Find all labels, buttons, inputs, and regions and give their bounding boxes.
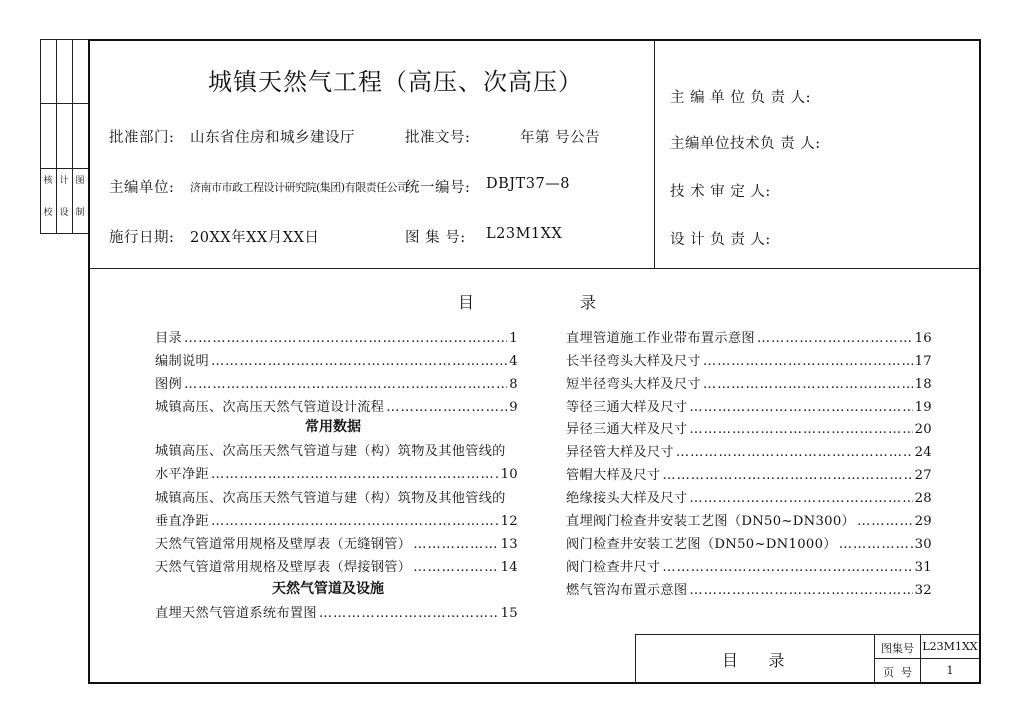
toc-item[interactable]: 目录 …………………………………………………………………………………………………………………… 1 [155, 327, 518, 346]
strip-col1-bottom: 校 [43, 208, 53, 218]
toc-item-multiline[interactable]: 城镇高压、次高压天然气管道与建（构）筑物及其他管线的 [155, 491, 506, 506]
toc-item[interactable]: 绝缘接头大样及尺寸 …………………………………………………………………………………………………………………… 28 [566, 487, 932, 506]
chief-editor-responsible: 主 编 单 位 负 责 人: [670, 90, 812, 106]
toc-item[interactable]: 阀门检查井尺寸 …………………………………………………………………………………………………………………… 31 [566, 556, 932, 575]
toc-item[interactable]: 长半径弯头大样及尺寸 …………………………………………………………………………………………………………………… 17 [566, 350, 932, 369]
toc-item[interactable]: 垂直净距 …………………………………………………………………………………………………………………… 12 [155, 510, 518, 529]
page-title: 城镇天然气工程（高压、次高压） [208, 68, 583, 96]
toc-item[interactable]: 天然气管道常用规格及壁厚表（焊接钢管） …………………………………………………………………………………………………………………… 14 [155, 556, 518, 575]
strip-col3-bottom: 制 [75, 208, 85, 218]
atlas-no-value: L23M1XX [486, 226, 563, 242]
toc-item[interactable]: 等径三通大样及尺寸 …………………………………………………………………………………………………………………… 19 [566, 396, 932, 415]
toc-item[interactable]: 直埋天然气管道系统布置图 …………………………………………………………………………………………………………………… 15 [155, 602, 518, 621]
toc-item[interactable]: 阀门检查井安装工艺图（DN50~DN1000） …………………………………………………………………………………………………………………… 30 [566, 533, 932, 552]
chief-editor-technical: 主编单位技术负 责 人: [670, 136, 821, 152]
technical-approver: 技 术 审 定 人: [670, 184, 771, 200]
title-block-name: 目 录 [722, 651, 785, 670]
atlas-no-label: 图 集 号: [405, 230, 466, 246]
strip-col3-top: 图 [75, 176, 85, 186]
title-block-atlas-label: 图集号 [881, 642, 914, 655]
toc-item[interactable]: 管帽大样及尺寸 …………………………………………………………………………………………………………………… 27 [566, 464, 932, 483]
toc-item[interactable]: 短半径弯头大样及尺寸 …………………………………………………………………………………………………………………… 18 [566, 373, 932, 392]
editor-label: 主编单位: [109, 180, 175, 196]
title-block-page-label: 页 号 [883, 666, 912, 679]
toc-item[interactable]: 直埋阀门检查井安装工艺图（DN50~DN300） …………………………………………………………………………………………………………………… 29 [566, 510, 932, 529]
toc-item[interactable]: 城镇高压、次高压天然气管道设计流程 …………………………………………………………………………………………………………………… 9 [155, 396, 518, 415]
header-divider [89, 268, 979, 269]
section-heading-common: 常用数据 [305, 419, 361, 435]
effective-date-value: 20XX年XX月XX日 [190, 230, 320, 246]
toc-title-right: 录 [580, 293, 597, 312]
approval-dept-value: 山东省住房和城乡建设厅 [190, 130, 355, 146]
frame-left [88, 39, 90, 684]
toc-title-left: 目 [458, 293, 475, 312]
strip-col2-bottom: 设 [59, 208, 69, 218]
header-vertical-divider [654, 39, 655, 268]
toc-item[interactable]: 异径管大样及尺寸 …………………………………………………………………………………………………………………… 24 [566, 441, 932, 460]
strip-col1-top: 核 [43, 176, 53, 186]
frame-top [88, 39, 981, 41]
frame-bottom [88, 682, 981, 684]
unified-no-value: DBJT37—8 [486, 176, 570, 192]
approval-doc-value: 年第 号公告 [520, 130, 601, 146]
section-heading-pipe: 天然气管道及设施 [272, 581, 384, 597]
toc-item-multiline[interactable]: 城镇高压、次高压天然气管道与建（构）筑物及其他管线的 [155, 444, 506, 459]
strip-col2-top: 计 [59, 176, 69, 186]
toc-item[interactable]: 天然气管道常用规格及壁厚表（无缝钢管） …………………………………………………………………………………………………………………… 13 [155, 533, 518, 552]
toc-item[interactable]: 燃气管沟布置示意图 …………………………………………………………………………………………………………………… 32 [566, 579, 932, 598]
approval-dept-label: 批准部门: [109, 130, 175, 146]
title-block-page-value: 1 [946, 664, 954, 677]
approval-doc-label: 批准文号: [405, 130, 471, 146]
title-block-atlas-value: L23M1XX [922, 640, 978, 653]
toc-item[interactable]: 图例 …………………………………………………………………………………………………………………… 8 [155, 373, 518, 392]
unified-no-label: 统一编号: [405, 180, 471, 196]
toc-item[interactable]: 异径三通大样及尺寸 …………………………………………………………………………………………………………………… 20 [566, 418, 932, 437]
effective-date-label: 施行日期: [109, 230, 175, 246]
toc-item[interactable]: 直埋管道施工作业带布置示意图 …………………………………………………………………………………………………………………… 16 [566, 327, 932, 346]
frame-right [979, 39, 981, 684]
toc-item[interactable]: 水平净距 …………………………………………………………………………………………………………………… 10 [155, 463, 518, 482]
toc-item[interactable]: 编制说明 …………………………………………………………………………………………………………………… 4 [155, 350, 518, 369]
design-responsible: 设 计 负 责 人: [670, 232, 771, 248]
editor-value: 济南市市政工程设计研究院(集团)有限责任公司 [190, 181, 408, 194]
